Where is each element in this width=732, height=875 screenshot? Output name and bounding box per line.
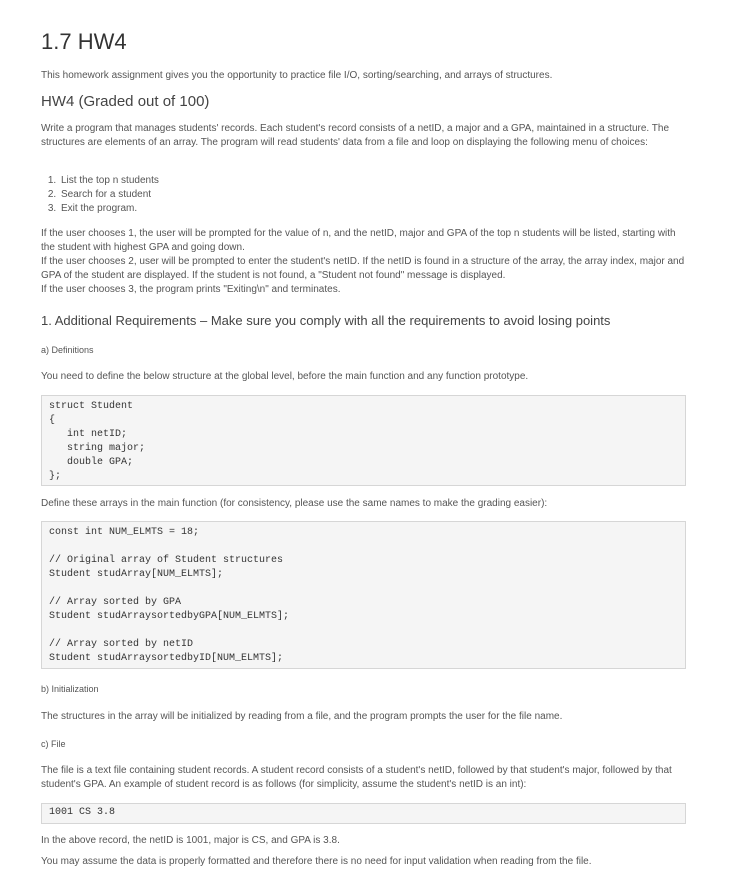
record-code-block: 1001 CS 3.8: [41, 803, 686, 824]
menu-item-exit: 3. Exit the program.: [59, 202, 159, 216]
hw-heading: HW4 (Graded out of 100): [41, 93, 210, 110]
section-a-heading: a) Definitions: [41, 345, 94, 355]
section-b-text: The structures in the array will be initialized by reading from a file, and the program prompts the user for the file name.: [41, 711, 563, 722]
choice-1-text: If the user chooses 1, the user will be prompted for the value of n, and the netID, major and GPA of the top n students will be listed, starting with the student with highest GPA and going down.: [41, 228, 676, 253]
validation-note: You may assume the data is properly formatted and therefore there is no need for input validation when reading from the file.: [41, 856, 592, 867]
arrays-text: Define these arrays in the main function (for consistency, please use the same names to make the grading easier):: [41, 498, 548, 509]
section-c-text: The file is a text file containing student records. A student record consists of a student's netID, followed by that student's major, followed by that student's GPA. An example of student record is as follows (for simplicity, assume the student's netID is an int):: [41, 765, 672, 790]
intro-text: This homework assignment gives you the opportunity to practice file I/O, sorting/searching, and arrays of structures.: [41, 70, 553, 81]
arrays-code-block: const int NUM_ELMTS = 18; // Original array of Student structures Student studArray[NUM_ELMTS]; // Array sorted by GPA Student studArraysortedbyGPA[NUM_ELMTS]; // Array sorted by netID Student studArraysortedbyID[NUM_ELMTS];: [41, 521, 686, 669]
page-title: 1.7 HW4: [41, 29, 127, 54]
menu-list: [41, 174, 159, 216]
description-text: Write a program that manages students' records. Each student's record consists of a netID, a major and a GPA, maintained in a structure. The structures are elements of an array. The program will read students' data from a file and loop on displaying the following menu of choices:: [41, 123, 670, 148]
choice-2-text: If the user chooses 2, user will be prompted to enter the student's netID. If the netID is found in a structure of the array, the array index, major and GPA of the student are displayed. If the student is not found, a "Student not found" message is displayed.: [41, 256, 685, 281]
choice-paragraph: [41, 227, 686, 297]
section-b-heading: b) Initialization: [41, 684, 99, 694]
requirements-heading: 1. Additional Requirements – Make sure you comply with all the requirements to avoid losing points: [41, 313, 611, 328]
section-c-heading: c) File: [41, 739, 66, 749]
record-explanation: In the above record, the netID is 1001, major is CS, and GPA is 3.8.: [41, 835, 340, 846]
struct-code-block: struct Student { int netID; string major; double GPA; };: [41, 395, 686, 486]
menu-item-search: 2. Search for a student: [59, 188, 159, 202]
menu-item-list-top: 1. List the top n students: [59, 174, 159, 188]
section-a-text: You need to define the below structure at the global level, before the main function and any function prototype.: [41, 371, 529, 382]
choice-3-text: If the user chooses 3, the program prints "Exiting\n" and terminates.: [41, 284, 341, 295]
